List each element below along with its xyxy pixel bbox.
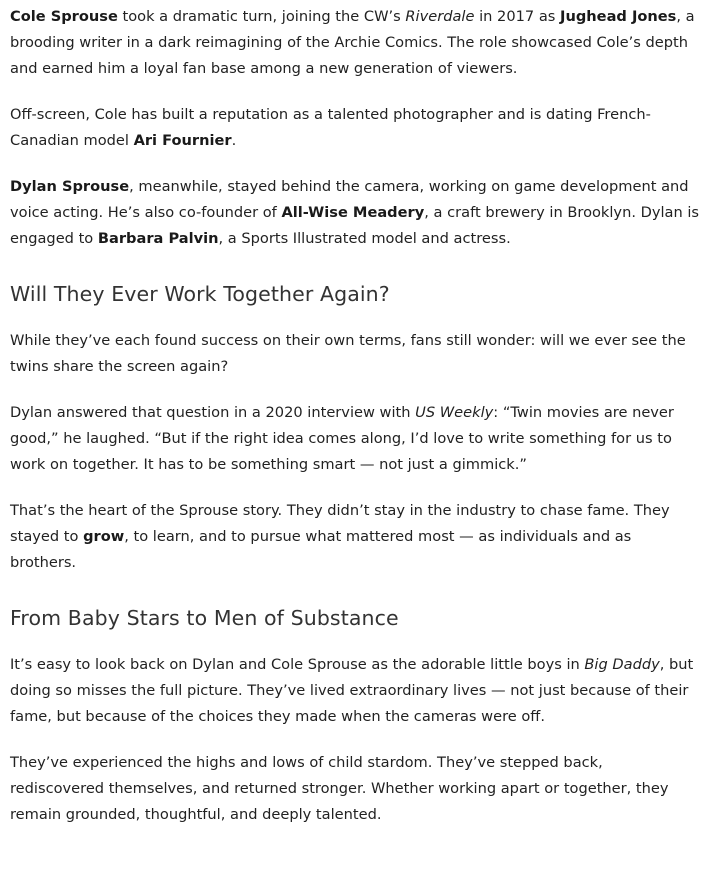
text-run: Dylan answered that question in a 2020 interview with bbox=[10, 404, 416, 421]
text-run: , a brooding writer in a dark reimagining of the Archie Comics. The role showcased Cole’s depth and earned him a loyal fan base among a new generation of viewers. bbox=[10, 8, 695, 77]
text-run: That’s the heart of the Sprouse story. They didn’t stay in the industry to chase fame. They stayed to bbox=[10, 502, 670, 545]
text-run: Will They Ever Work Together Again? bbox=[10, 282, 390, 306]
emphasis-bold: grow bbox=[83, 528, 125, 545]
emphasis-italic: US Weekly bbox=[415, 404, 494, 421]
text-run: , to learn, and to pursue what mattered most — as individuals and as brothers. bbox=[10, 528, 632, 571]
paragraph-cole-photography bbox=[10, 102, 701, 154]
emphasis-bold: Barbara Palvin bbox=[97, 230, 219, 247]
emphasis-italic: Riverdale bbox=[405, 8, 475, 25]
text-run: , a craft brewery in Brooklyn. Dylan is engaged to bbox=[10, 204, 700, 247]
emphasis-bold: Cole Sprouse bbox=[10, 8, 118, 25]
text-run: From Baby Stars to Men of Substance bbox=[10, 606, 399, 630]
heading-baby-stars-to-men bbox=[10, 604, 701, 632]
paragraph-dylan-interview bbox=[10, 400, 701, 478]
paragraph-fans-wonder bbox=[10, 328, 701, 380]
emphasis-bold: Dylan Sprouse bbox=[10, 178, 130, 195]
text-run: , meanwhile, stayed behind the camera, working on game development and voice acting. He’s also co-founder of bbox=[10, 178, 689, 221]
text-run: took a dramatic turn, joining the CW’s bbox=[117, 8, 406, 25]
emphasis-bold: Ari Fournier bbox=[133, 132, 232, 149]
emphasis-bold: Jughead Jones bbox=[560, 8, 677, 25]
emphasis-bold: All-Wise Meadery bbox=[281, 204, 425, 221]
text-run: , a Sports Illustrated model and actress. bbox=[218, 230, 511, 247]
text-run: in 2017 as bbox=[474, 8, 561, 25]
text-run: While they’ve each found success on their own terms, fans still wonder: will we ever see the twins share the screen again? bbox=[10, 332, 686, 375]
paragraph-dylan-meadery bbox=[10, 174, 701, 252]
heading-work-together-again bbox=[10, 280, 701, 308]
text-run: . bbox=[231, 132, 237, 149]
paragraph-heart-of-story bbox=[10, 498, 701, 576]
text-run: Off-screen, Cole has built a reputation as a talented photographer and is dating French-Canadian model bbox=[10, 106, 651, 149]
text-run: , but doing so misses the full picture. They’ve lived extraordinary lives — not just because of their fame, but because of the choices they made when the cameras were off. bbox=[10, 656, 694, 725]
paragraph-big-daddy bbox=[10, 652, 701, 730]
text-run: They’ve experienced the highs and lows of child stardom. They’ve stepped back, rediscovered themselves, and returned stronger. Whether working apart or together, they remain grounded, thoughtful, and deeply talented. bbox=[10, 754, 669, 823]
paragraph-highs-and-lows bbox=[10, 750, 701, 828]
text-run: : “Twin movies are never good,” he laughed. “But if the right idea comes along, I’d love to write something for us to work on together. It has to be something smart — not just a gimmick.” bbox=[10, 404, 674, 473]
text-run: It’s easy to look back on Dylan and Cole Sprouse as the adorable little boys in bbox=[10, 656, 585, 673]
paragraph-cole-riverdale bbox=[10, 4, 701, 82]
emphasis-italic: Big Daddy bbox=[584, 656, 660, 673]
